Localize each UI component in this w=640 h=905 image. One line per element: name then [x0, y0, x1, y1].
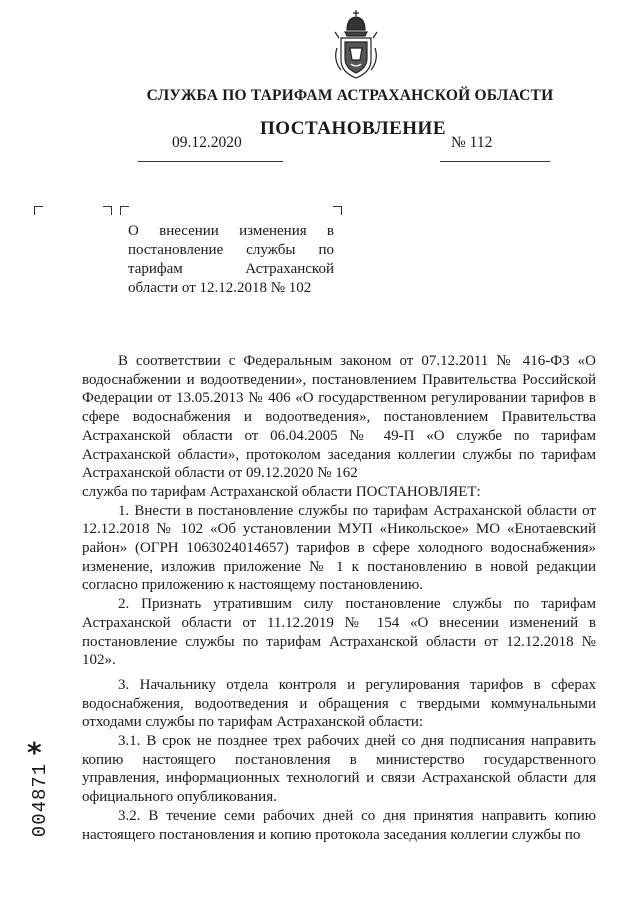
agency-title: СЛУЖБА ПО ТАРИФАМ АСТРАХАНСКОЙ ОБЛАСТИ — [146, 87, 554, 104]
clause-2: 2. Признать утратившим силу постановление службы по тарифам Астраханской области от 11.12.2019 № 154 «О внесении изменений в постановление службы по тарифам Астраханской области от 12.12.2018 № 102». — [82, 596, 596, 669]
document-type: ПОСТАНОВЛЕНИЕ — [259, 118, 447, 139]
margin-star: * — [27, 736, 42, 769]
corner-mark — [120, 206, 129, 215]
subject-line: О внесении изменения в — [128, 223, 334, 239]
clause-3: 3. Начальнику отдела контроля и регулирования тарифов в сферах водоснабжения, водоотведения и обращения с твердыми коммунальными отходами службы по тарифам Астраханской области: — [82, 676, 596, 731]
document-date: 09.12.2020 — [172, 134, 242, 151]
subject-block — [128, 222, 334, 298]
corner-mark — [34, 206, 43, 215]
document-number: № 112 — [451, 134, 493, 151]
subject-line: области от 12.12.2018 № 102 — [128, 280, 312, 296]
margin-serial-number: 004871 — [29, 762, 51, 838]
resolves-line: служба по тарифам Астраханской области ПОСТАНОВЛЯЕТ: — [82, 483, 481, 500]
corner-mark — [333, 206, 342, 215]
number-underline — [440, 161, 550, 162]
subject-line: постановление службы по — [128, 242, 334, 258]
document-body — [82, 352, 596, 844]
preamble-paragraph: В соответствии с Федеральным законом от 07.12.2011 № 416-ФЗ «О водоснабжении и водоотведении», постановлением Правительства Российской Федерации от 13.05.2013 № 406 «О государственном регулировании тарифов в сфере водоснабжения и водоотведения», постановлением Правительства Астраханской области от 06.04.2005 № 49-П «О службе по тарифам Астраханской области», протоколом заседания коллегии службы по тарифам Астраханской области от 09.12.2020 № 162 — [82, 353, 596, 482]
clause-1: 1. Внести в постановление службы по тарифам Астраханской области от 12.12.2018 № 102 «Об установлении МУП «Никольское» МО «Енотаевский район» (ОГРН 1063024014657) тарифов в сфере холодного водоснабжения» изменение, изложив приложение № 1 к постановлению в новой редакции согласно приложению к настоящему постановлению. — [82, 502, 596, 594]
clause-3-2: 3.2. В течение семи рабочих дней со дня принятия направить копию настоящего постановления и копию протокола заседания коллегии службы по — [82, 807, 596, 843]
date-underline — [138, 161, 283, 162]
clause-3-1: 3.1. В срок не позднее трех рабочих дней со дня подписания направить копию настоящего постановления в министерство государственного управления, информационных технологий и связи Астраханской области для официального опубликования. — [82, 733, 596, 806]
corner-mark — [103, 206, 112, 215]
coat-of-arms-icon — [331, 8, 381, 82]
subject-line: тарифам Астраханской — [128, 261, 334, 277]
